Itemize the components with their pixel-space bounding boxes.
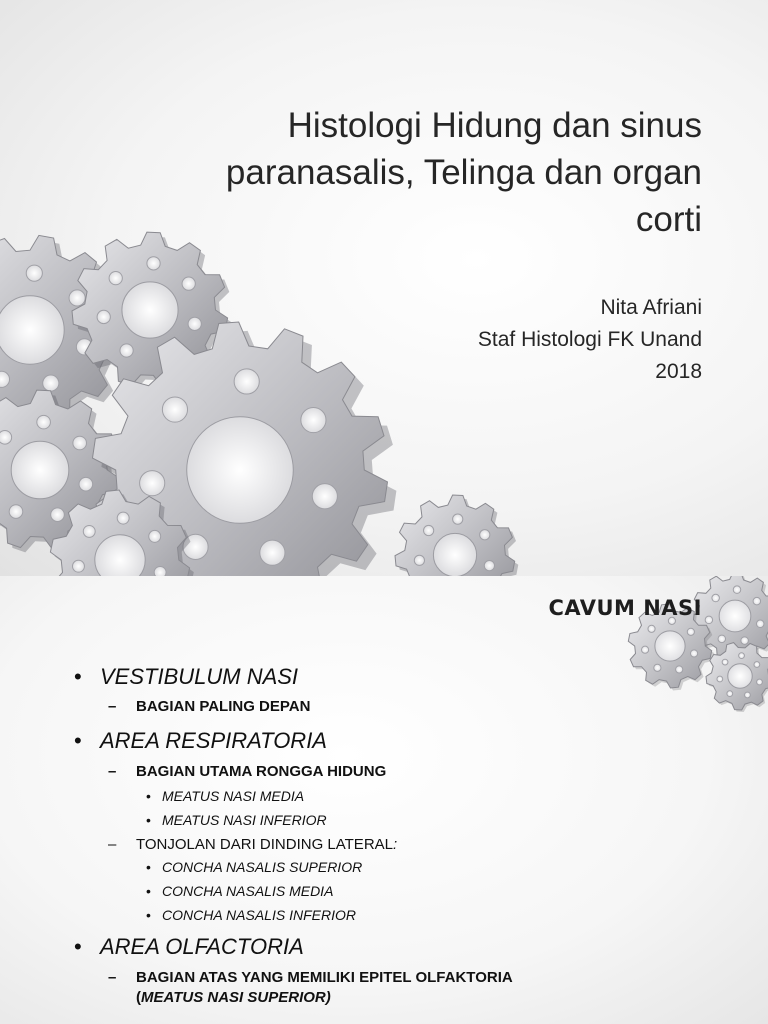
slide-title (162, 102, 702, 243)
year: 2018 (655, 360, 702, 383)
list-item-text: BAGIAN UTAMA RONGGA HIDUNG (136, 763, 387, 780)
title-line: Histologi Hidung dan sinus (287, 106, 702, 145)
list-item-text: TONJOLAN DARI DINDING LATERAL (136, 836, 393, 853)
bullet-marker: • (146, 907, 151, 923)
list-item-text: MEATUS NASI SUPERIOR) (141, 989, 331, 1006)
list-item (108, 836, 397, 853)
list-item (74, 934, 304, 960)
content-slide (0, 576, 768, 1024)
bullet-marker: • (74, 728, 82, 753)
bullet-marker: • (146, 812, 151, 828)
list-item-text: BAGIAN ATAS YANG MEMILIKI EPITEL OLFAKTORIA (136, 969, 513, 986)
list-item-text: MEATUS NASI MEDIA (162, 788, 305, 804)
bullet-marker: • (74, 664, 82, 689)
open-paren: ( (136, 989, 141, 1006)
slide-title: CAVUM NASI (548, 596, 702, 620)
bullet-marker: • (74, 934, 82, 959)
list-item (146, 907, 356, 923)
list-item-text: AREA RESPIRATORIA (100, 728, 327, 753)
bullet-marker: • (146, 883, 151, 899)
list-item-suffix: : (393, 836, 398, 853)
list-item-text: MEATUS NASI INFERIOR (162, 812, 327, 828)
list-item-text: AREA OLFACTORIA (100, 934, 304, 959)
list-item-text: CONCHA NASALIS SUPERIOR (162, 859, 363, 875)
list-item-continuation (136, 989, 331, 1006)
list-item-text: VESTIBULUM NASI (100, 664, 299, 689)
list-item (74, 728, 327, 754)
bullet-marker: – (108, 969, 117, 986)
list-item (146, 812, 327, 828)
author-affiliation: Staf Histologi FK Unand (477, 328, 702, 351)
list-item (146, 883, 333, 899)
list-item (146, 859, 362, 875)
list-item (74, 664, 298, 690)
bullet-marker: – (108, 763, 117, 780)
title-line: paranasalis, Telinga dan organ (225, 153, 702, 192)
list-item (108, 698, 310, 715)
bullet-marker: – (108, 698, 117, 715)
bullet-list (0, 576, 700, 1024)
title-line: corti (635, 200, 702, 239)
bullet-marker: – (108, 836, 117, 853)
list-item (108, 969, 513, 986)
list-item-text: CONCHA NASALIS INFERIOR (162, 907, 356, 923)
list-item (108, 763, 386, 780)
bullet-marker: • (146, 859, 151, 875)
list-item-text: BAGIAN PALING DEPAN (136, 698, 311, 715)
bullet-marker: • (146, 788, 151, 804)
slide-subtitle (342, 292, 702, 388)
list-item-text: CONCHA NASALIS MEDIA (162, 883, 334, 899)
list-item (146, 788, 304, 804)
author-name: Nita Afriani (600, 296, 702, 319)
